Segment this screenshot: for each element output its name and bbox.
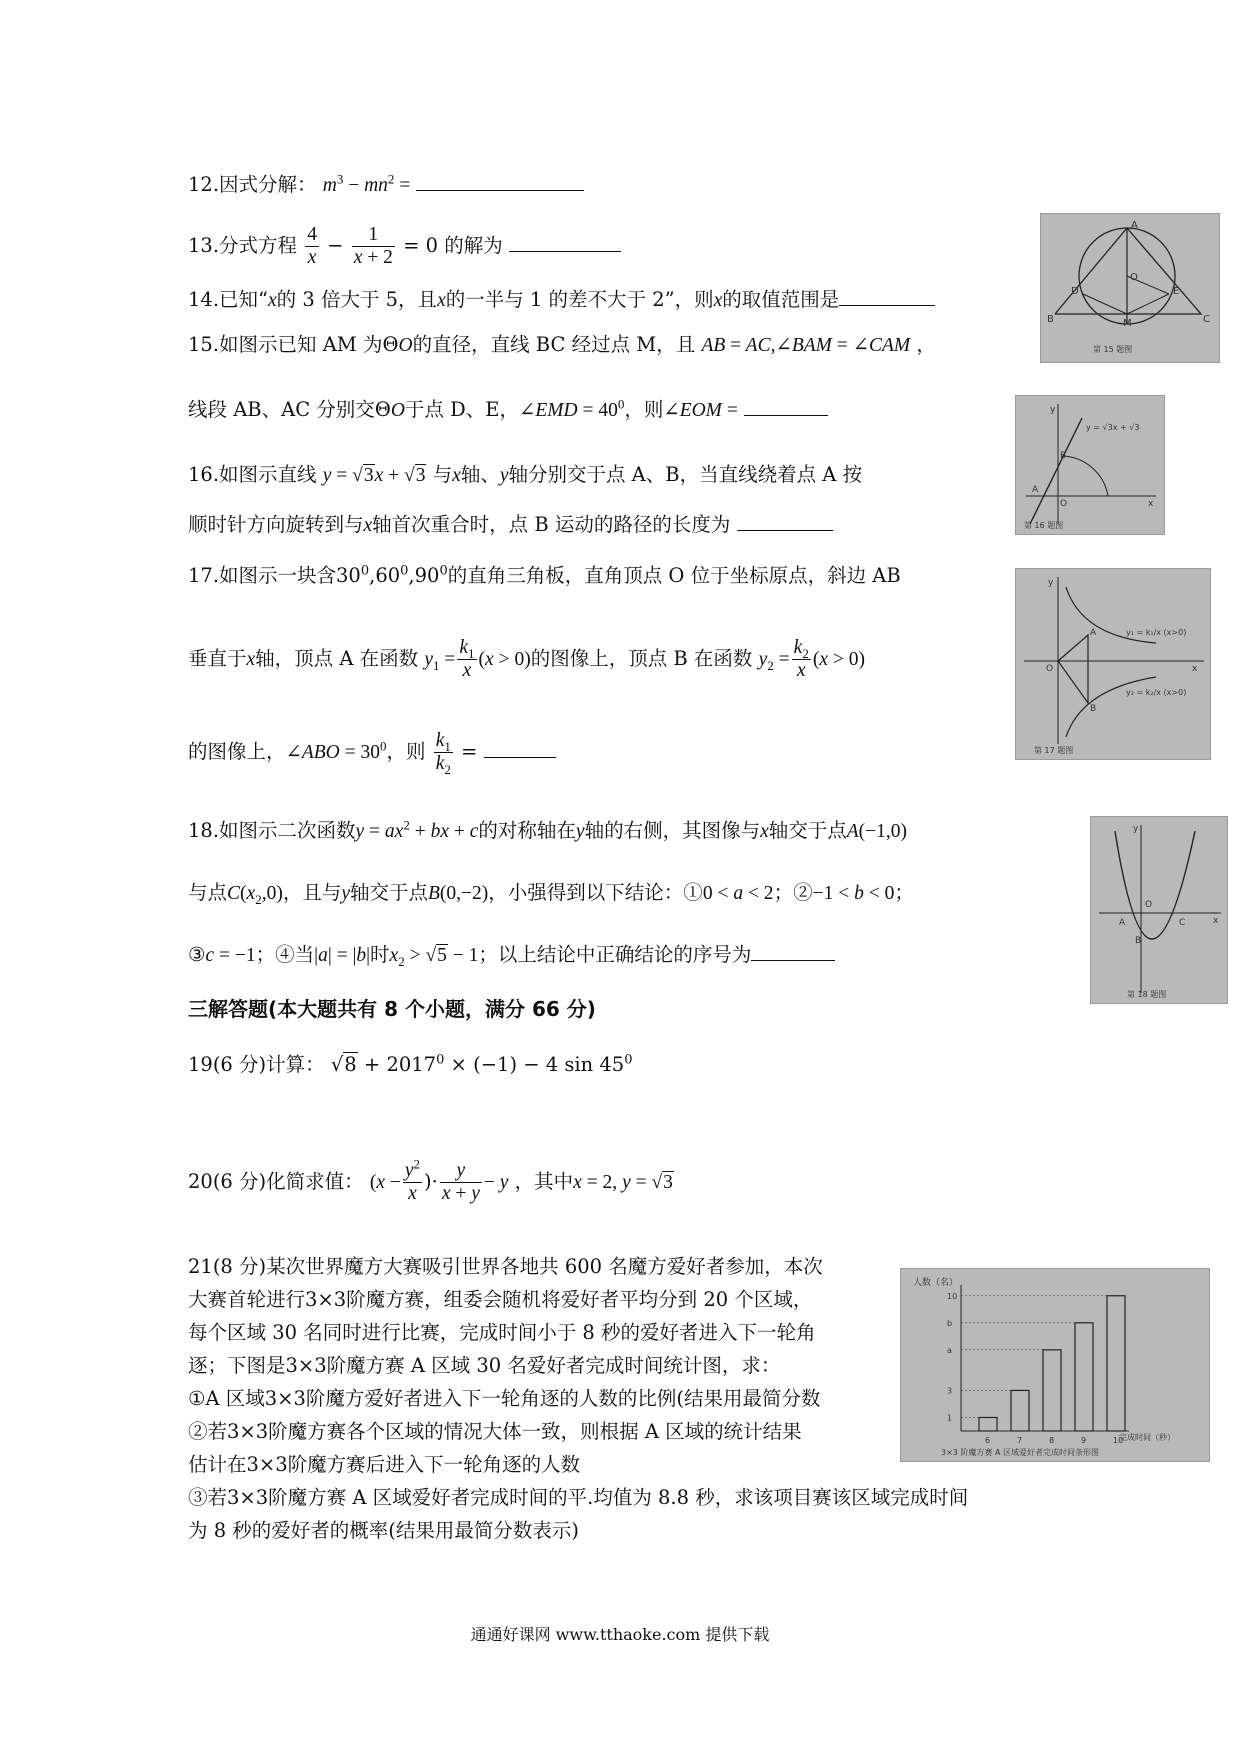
q16-line1-c: 轴、 — [460, 463, 500, 486]
question-18-line-1: 18.如图示二次函数$y = ax^2$ + bx + c的对称轴在y轴的右侧，其图像与x轴交于点A(−1,0) — [188, 817, 908, 842]
chart-xtick-7: 7 — [1017, 1436, 1023, 1445]
q17-line2-a: 垂直于 — [188, 647, 247, 670]
q14-text-b: 的 3 倍大于 5，且 — [276, 288, 438, 311]
f15-label-e: E — [1173, 286, 1180, 297]
figure-18 — [1090, 816, 1228, 1004]
q16-line1-d: 轴分别交于点 A、B，当直线绕着点 A 按 — [508, 463, 863, 486]
chart-xtick-10: 10 — [1113, 1436, 1124, 1445]
chart-ytick-b: b — [947, 1318, 953, 1328]
q21-line-7: 估计在3×3阶魔方赛后进入下一轮角逐的人数 — [188, 1453, 581, 1476]
f17-eq2: y₂ = k₂/x (x>0) — [1126, 688, 1187, 697]
f15-label-c: C — [1203, 314, 1210, 325]
f15-label-o: O — [1130, 272, 1138, 283]
question-17-line-2: 垂直于x轴，顶点 A 在函数 $y_1$ = $\frac{k_1}{x}$ (x > 0)的图像上，顶点 B 在函数 $y_2$ = $\frac{k_2}{x}$ (x > 0) — [188, 637, 865, 681]
q17-line3-b: ，则 — [386, 740, 426, 763]
question-16-line-1: 16.如图示直线 y = √3x + √3 与x轴、y轴分别交于点 A、B，当直线绕着点 A 按 — [188, 463, 863, 486]
f16-equation: y = √3x + √3 — [1086, 423, 1140, 432]
q21-line-4: 逐；下图是3×3阶魔方赛 A 区域 30 名爱好者完成时间统计图，求： — [188, 1354, 781, 1377]
q16-answer-blank[interactable] — [737, 512, 833, 531]
f18-label-c: C — [1179, 918, 1186, 928]
q18-line3-b: ；④当 — [255, 943, 315, 966]
chart-xtick-9: 9 — [1081, 1436, 1087, 1445]
f16-label-y: y — [1050, 405, 1056, 415]
q18-line1-d: 轴交于点 — [768, 819, 847, 842]
f17-label-o: O — [1046, 664, 1054, 674]
q16-line1-a: 16.如图示直线 — [188, 463, 317, 486]
q17-line2-b: 轴，顶点 A 在函数 — [255, 647, 419, 670]
f17-label-y: y — [1048, 578, 1054, 588]
chart-ytick-3: 3 — [947, 1386, 953, 1396]
q18-line2-a: 与点 — [188, 881, 228, 904]
q13-equals-zero: = 0 — [403, 234, 439, 257]
q21-line-5: ①A 区域3×3阶魔方爱好者进入下一轮角逐的人数的比例(结果用最简分数 — [188, 1387, 821, 1410]
q18-line3-d: ；以上结论中正确结论的序号为 — [478, 943, 752, 966]
question-18-line-3: ③c = −1；④当|a| = |b|时$x_2 > √5 - 1$；以上结论中正确结论的序号为 — [188, 942, 835, 969]
q15-line1-a: 15.如图示已知 AM 为 — [188, 333, 383, 356]
bar-chart-svg — [901, 1269, 1210, 1462]
q14-text-d: 的取值范围是 — [722, 288, 840, 311]
q14-answer-blank[interactable] — [839, 287, 935, 306]
f16-caption: 第 16 题图 — [1024, 521, 1064, 530]
q13-fraction-1: $\frac{4}{x}$ — [307, 224, 317, 268]
f17-label-a: A — [1090, 628, 1097, 638]
question-19: 19(6 分)计算： $√8 + 2017^0 \times (-1) - 4$ $\sin 45^0$ — [188, 1052, 633, 1076]
q18-line1-c: 轴的右侧，其图像与 — [584, 819, 761, 842]
q18-line3-a: ③ — [188, 943, 206, 966]
question-16-line-2: 顺时针方向旋转到与x轴首次重合时，点 B 运动的路径的长度为 — [188, 512, 833, 539]
f18-label-b: B — [1135, 936, 1142, 946]
question-15-line-2: 线段 AB、AC 分别交ΘO于点 D、E，∠EMD = $40^0$，则∠EOM = — [188, 397, 828, 424]
chart-bar-7 — [1011, 1390, 1029, 1431]
q13-answer-blank[interactable] — [509, 233, 621, 252]
q15-answer-blank[interactable] — [744, 397, 828, 416]
q18-line1-a: 18.如图示二次函数 — [188, 819, 356, 842]
chart-ytick-1: 1 — [947, 1413, 953, 1423]
section-3-heading: 三解答题(本大题共有 8 个小题，满分 66 分) — [188, 997, 596, 1021]
chart-xtick-6: 6 — [985, 1436, 991, 1445]
figure-21-bar-chart — [900, 1268, 1210, 1462]
f15-label-a: A — [1131, 220, 1138, 231]
f15-label-b: B — [1047, 314, 1054, 325]
q17-line2-c: 的图像上，顶点 B 在函数 — [530, 647, 753, 670]
f18-label-o: O — [1145, 900, 1153, 910]
q17-answer-blank[interactable] — [484, 739, 556, 758]
q18-answer-blank[interactable] — [751, 942, 835, 961]
q15-line2-b: 于点 D、E， — [404, 398, 519, 421]
q14-text-a: 14.已知“ — [188, 288, 268, 311]
f17-label-b: B — [1090, 704, 1097, 714]
q13-fraction-2: $\frac{1}{x + 2}$ — [353, 224, 393, 268]
q18-line1-b: 的对称轴在 — [478, 819, 576, 842]
f18-label-a: A — [1119, 918, 1126, 928]
question-17-line-3: 的图像上，∠ABO = $30^0$，则 $\frac{k_1}{k_2}$ = — [188, 730, 556, 775]
q20-label: 20(6 分)化简求值： — [188, 1170, 364, 1193]
f18-label-x: x — [1213, 916, 1219, 926]
chart-bar-8 — [1043, 1350, 1061, 1431]
q14-text-c: 的一半与 1 的差不大于 2”，则 — [445, 288, 714, 311]
chart-bar-9 — [1075, 1323, 1093, 1431]
question-13: 13.分式方程 $\frac{4}{x}$ − $\frac{1}{x + 2}$ = 0 的解为 — [188, 224, 621, 269]
q21-line-3: 每个区域 30 名同时进行比赛，完成时间小于 8 秒的爱好者进入下一轮角 — [188, 1321, 816, 1344]
q18-line3-c: 时 — [370, 943, 390, 966]
chart-bar-6 — [979, 1417, 997, 1431]
chart-ytick-10: 10 — [947, 1291, 958, 1301]
question-17-line-1: 17.如图示一块含$30^0,60^0,90^0$的直角三角板，直角顶点 O 位于坐标原点，斜边 AB — [188, 563, 901, 587]
f15-caption: 第 15 题图 — [1093, 345, 1133, 354]
q13-label: 13.分式方程 — [188, 234, 298, 257]
question-20: 20(6 分)化简求值： (x − $\frac{y^2}{x}$ )· $\frac{y}{x + y}$ − y ，其中x = 2, y = √3 — [188, 1156, 673, 1204]
q16-line1-b: 与 — [432, 463, 453, 486]
q12-expression: $m^3 - mn^2$ = — [322, 171, 411, 196]
q21-line-8: ③若3×3阶魔方赛 A 区域爱好者完成时间的平.均值为 8.8 秒，求该项目赛该区域完成时间 — [188, 1486, 969, 1509]
chart-caption: 3×3 阶魔方赛 A 区域爱好者完成时间条形图 — [941, 1448, 1099, 1457]
q19-label: 19(6 分)计算： — [188, 1053, 325, 1076]
chart-ytick-a: a — [947, 1345, 952, 1355]
q18-line2-c: 轴交于点 — [349, 881, 428, 904]
q13-tail: 的解为 — [444, 234, 503, 257]
q20-tail: ，其中 — [514, 1170, 574, 1193]
q17-line1-a: 17.如图示一块含 — [188, 564, 337, 587]
f17-label-x: x — [1192, 664, 1198, 674]
chart-xtick-8: 8 — [1049, 1436, 1055, 1445]
f16-label-x: x — [1148, 499, 1154, 509]
question-18-line-2: 与点$C(x_2,0)$，且与y轴交于点B(0,−2)，小强得到以下结论：①0 < a < 2；②−1 < b < 0； — [188, 881, 914, 907]
f18-caption: 第 18 题图 — [1127, 990, 1167, 999]
chart-xlabel: 完成时间（秒） — [1119, 1433, 1175, 1442]
q21-line-9: 为 8 秒的爱好者的概率(结果用最简分数表示) — [188, 1519, 580, 1542]
q16-line2-a: 顺时针方向旋转到与 — [188, 513, 364, 536]
question-15-line-1: 15.如图示已知 AM 为ΘO的直径，直线 BC 经过点 M，且 AB = AC,∠BAM = ∠CAM ， — [188, 333, 936, 356]
question-14: 14.已知“x的 3 倍大于 5，且x的一半与 1 的差不大于 2”，则x的取值范围是 — [188, 287, 935, 314]
f16-label-b: B — [1060, 451, 1067, 461]
q18-line2-d: ，小强得到以下结论：① — [488, 881, 703, 904]
page-footer: 通通好课网 www.tthaoke.com 提供下载 — [470, 1625, 770, 1644]
f17-caption: 第 17 题图 — [1034, 746, 1074, 755]
f15-label-d: D — [1071, 286, 1079, 297]
q18-line2-b: ，且与 — [282, 881, 342, 904]
q12-label: 12.因式分解： — [188, 173, 317, 196]
q16-line2-b: 轴首次重合时，点 B 运动的路径的长度为 — [372, 513, 731, 536]
figure-15 — [1040, 213, 1220, 363]
q12-answer-blank[interactable] — [416, 172, 584, 191]
chart-ylabel: 人数（名） — [913, 1278, 959, 1288]
q17-line1-b: 的直角三角板，直角顶点 O 位于坐标原点，斜边 AB — [447, 564, 901, 587]
q15-line2-c: ，则 — [624, 398, 664, 421]
q21-line-1: 21(8 分)某次世界魔方大赛吸引世界各地共 600 名魔方爱好者参加，本次 — [188, 1255, 823, 1278]
q17-line3-a: 的图像上， — [188, 740, 286, 763]
f16-label-o: O — [1060, 499, 1068, 509]
figure-17 — [1015, 568, 1211, 760]
figure-16 — [1015, 395, 1165, 535]
question-12 — [188, 172, 584, 199]
q15-line1-b: 的直径，直线 BC 经过点 M，且 — [412, 333, 696, 356]
chart-bar-10 — [1107, 1296, 1125, 1431]
q21-line-6: ②若3×3阶魔方赛各个区域的情况大体一致，则根据 A 区域的统计结果 — [188, 1420, 802, 1443]
f16-label-a: A — [1032, 485, 1039, 495]
f17-eq1: y₁ = k₁/x (x>0) — [1126, 628, 1187, 637]
f18-label-y: y — [1133, 824, 1139, 834]
f15-label-m: M — [1123, 318, 1132, 329]
q15-line2-a: 线段 AB、AC 分别交 — [188, 398, 375, 421]
q18-line2-e: ；② — [773, 881, 813, 904]
q21-line-2: 大赛首轮进行3×3阶魔方赛，组委会随机将爱好者平均分到 20 个区域， — [188, 1288, 813, 1311]
